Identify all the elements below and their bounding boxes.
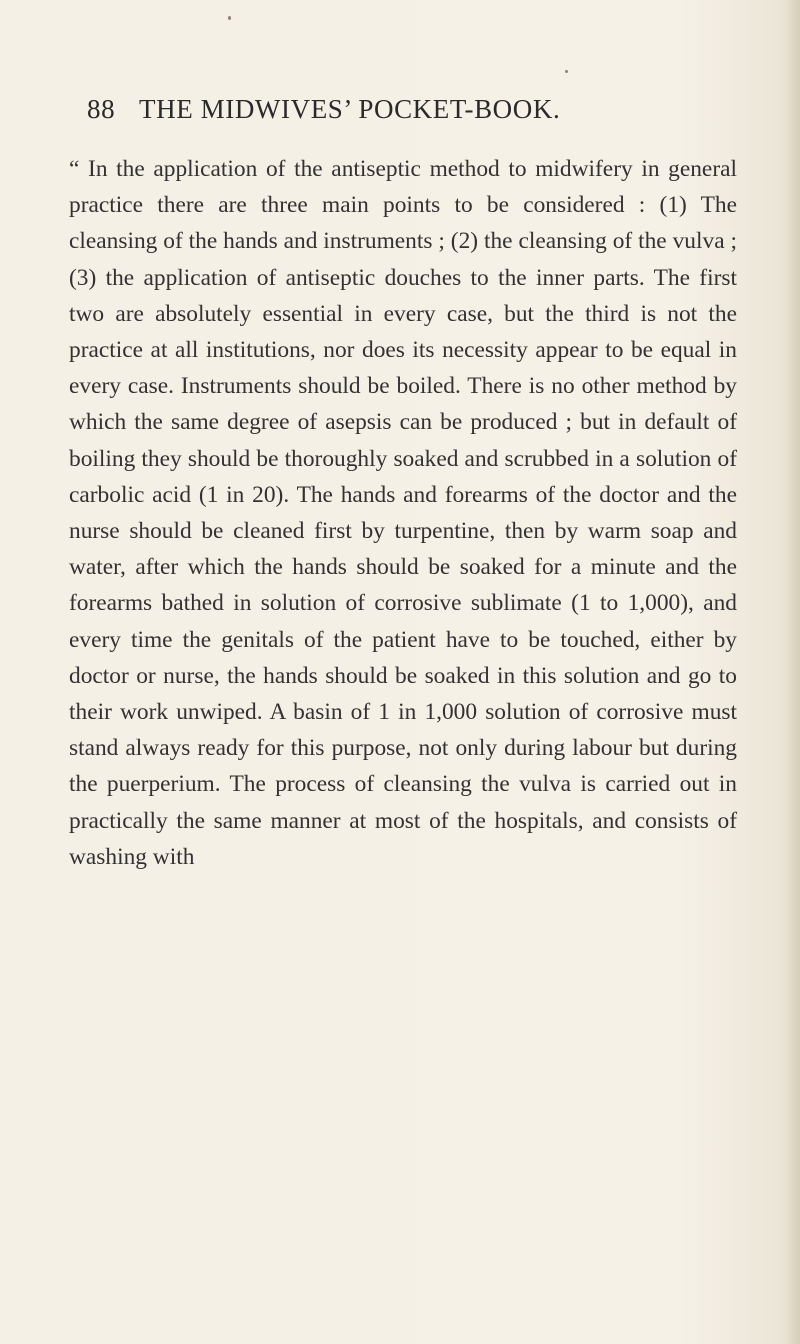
print-speck: [565, 70, 568, 73]
running-title: THE MIDWIVES’ POCKET-BOOK.: [139, 94, 561, 124]
body-paragraph: “ In the application of the antiseptic method to midwifery in general practice there are three main points to be considered : (1) The cleansing of the hands and instruments ; (2) the cleansing of the vulva ; (3) the application of antiseptic douches to the inner parts. The first two are absolutely essential in every case, but the third is not the practice at all institutions, nor does its necessity appear to be equal in every case. Instruments should be boiled. There is no other method by which the same degree of asepsis can be produced ; but in default of boiling they should be thoroughly soaked and scrubbed in a solution of carbolic acid (1 in 20). The hands and forearms of the doctor and the nurse should be cleaned first by turpentine, then by warm soap and water, after which the hands should be soaked for a minute and the forearms bathed in solution of corrosive sublimate (1 to 1,000), and every time the genitals of the patient have to be touched, either by doctor or nurse, the hands should be soaked in this solution and go to their work unwiped. A basin of 1 in 1,000 solution of corrosive must stand always ready for this purpose, not only during labour but during the puerperium. The process of cleansing the vulva is carried out in practically the same manner at most of the hospitals, and consists of washing with: [69, 156, 737, 870]
page-header: [87, 94, 747, 134]
page-edge-shadow: [786, 0, 800, 1344]
print-speck: [228, 16, 231, 20]
page-number: 88: [87, 94, 116, 124]
